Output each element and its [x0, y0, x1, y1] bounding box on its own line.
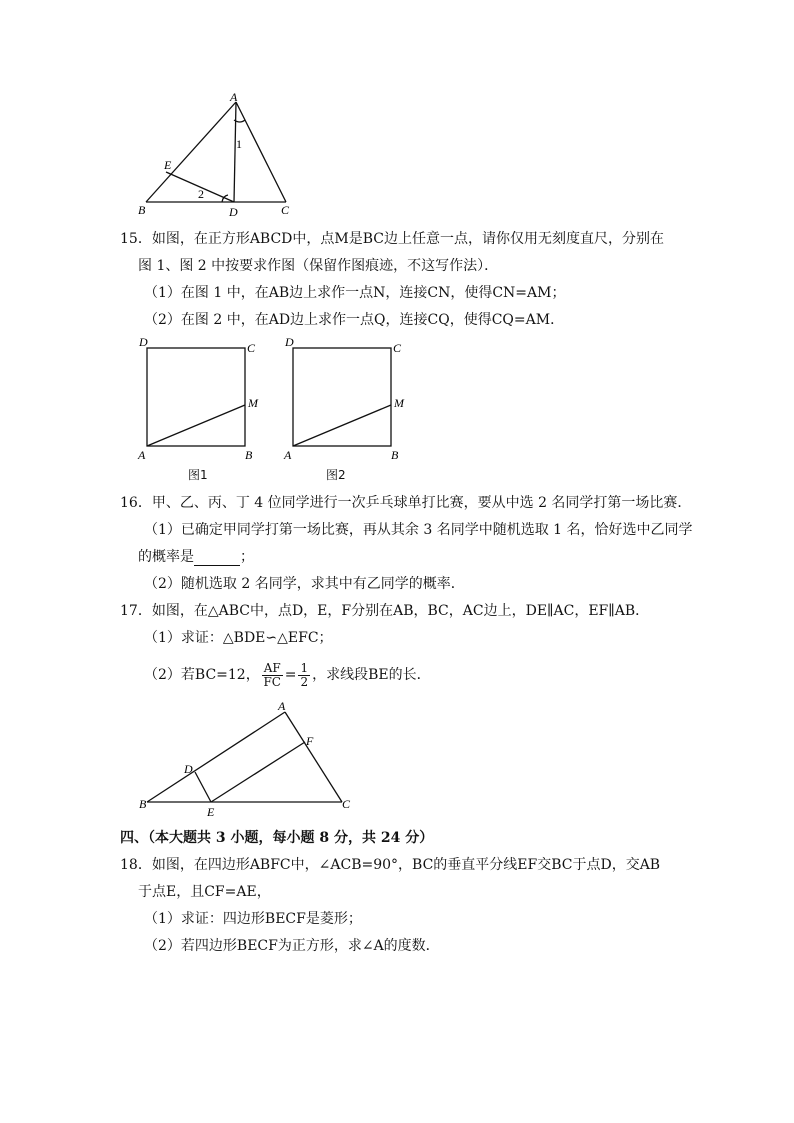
frac2-den: 2 — [300, 674, 309, 689]
q17-line3 — [144, 658, 431, 692]
q18-line2: 于点E，且CF=AE， — [138, 884, 271, 900]
label-B: B — [138, 203, 146, 217]
q18-line1: 18．如图，在四边形ABFC中，∠ACB=90°，BC的垂直平分线EF交BC于点D，交AB — [120, 857, 661, 873]
q16-line2: （1）已确定甲同学打第一场比赛，再从其余 3 名同学中随机选取 1 名，恰好选中乙同学 — [144, 522, 693, 538]
q15-line2: 图 1、图 2 中按要求作图（保留作图痕迹，不这写作法）． — [138, 258, 499, 274]
sq1-label-D: D — [139, 335, 148, 349]
q17-line2: （1）求证：△BDE∽△EFC； — [144, 630, 333, 646]
q17-label-F: F — [306, 734, 314, 748]
q16-line1: 16．甲、乙、丙、丁 4 位同学进行一次乒乓球单打比赛，要从中选 2 名同学打第一场比赛． — [120, 495, 692, 511]
q17-line3-start: （2）若BC=12， — [144, 667, 260, 683]
fig1-caption: 图1 — [188, 468, 208, 482]
label-D: D — [229, 205, 238, 219]
frac2-num: 1 — [300, 660, 309, 675]
fraction-half — [298, 662, 310, 689]
sq2-label-A: A — [284, 448, 292, 462]
sq2-label-B: B — [391, 448, 399, 462]
q17-label-D: D — [184, 762, 193, 776]
q16-line4: （2）随机选取 2 名同学，求其中有乙同学的概率． — [144, 576, 465, 592]
q15-line4: （2）在图 2 中，在AD边上求作一点Q，连接CQ，使得CQ=AM． — [144, 312, 565, 328]
square-figure-2 — [281, 335, 416, 465]
q17-line1: 17．如图，在△ABC中，点D，E，F分别在AB，BC，AC边上，DE∥AC，EF∥AB． — [120, 603, 650, 619]
frac-den: FC — [263, 674, 281, 689]
label-A: A — [230, 92, 238, 104]
q16-line3-end: ； — [240, 549, 254, 565]
q16-line3 — [138, 548, 254, 566]
q17-line3-end: ，求线段BE的长． — [312, 667, 431, 683]
sq2-label-D: D — [285, 335, 294, 349]
section-4-heading: 四、（本大题共 3 小题，每小题 8 分，共 24 分） — [120, 830, 434, 846]
fig2-caption: 图2 — [326, 468, 346, 482]
square-figure-1 — [135, 335, 270, 465]
sq1-label-A: A — [138, 448, 146, 462]
q17-label-C: C — [342, 797, 351, 811]
frac-num: AF — [263, 660, 281, 675]
triangle-figure-q17 — [135, 698, 365, 823]
sq1-label-B: B — [245, 448, 253, 462]
q18-line3: （1）求证：四边形BECF是菱形； — [144, 911, 362, 927]
sq1-label-M: M — [248, 396, 258, 410]
q17-label-A: A — [278, 699, 286, 713]
equals-sign: = — [284, 667, 297, 683]
answer-blank[interactable] — [194, 551, 240, 566]
label-2: 2 — [198, 187, 204, 201]
q15-line3: （1）在图 1 中，在AB边上求作一点N，连接CN，使得CN=AM； — [144, 285, 566, 301]
sq2-label-C: C — [393, 341, 402, 355]
q18-line4: （2）若四边形BECF为正方形，求∠A的度数． — [144, 938, 440, 954]
fraction-af-fc — [262, 662, 283, 689]
label-C: C — [281, 203, 290, 217]
label-1: 1 — [236, 137, 242, 151]
triangle-figure-q14 — [130, 92, 300, 222]
q15-line1: 15．如图，在正方形ABCD中，点M是BC边上任意一点，请你仅用无刻度直尺，分别在 — [120, 231, 665, 247]
q17-label-E: E — [207, 805, 215, 819]
sq1-label-C: C — [247, 341, 256, 355]
q17-label-B: B — [139, 797, 147, 811]
q16-line3-text: 的概率是 — [138, 549, 194, 565]
label-E: E — [164, 158, 172, 172]
sq2-label-M: M — [394, 396, 404, 410]
